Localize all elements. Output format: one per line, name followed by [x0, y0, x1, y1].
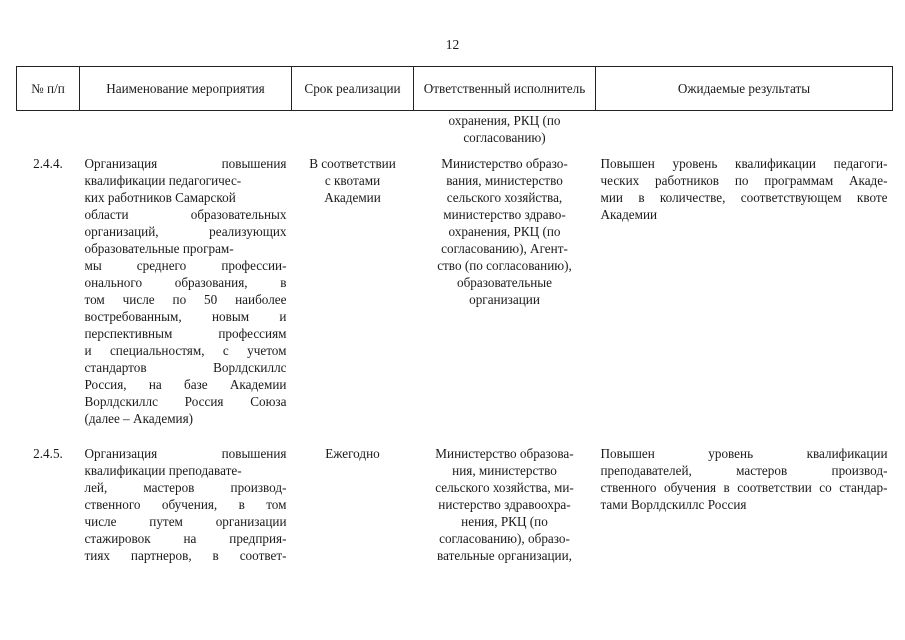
text-line: квалификации педагогичес- — [84, 173, 242, 188]
table-row — [17, 155, 893, 445]
text-line: Министерство образо- — [441, 156, 568, 171]
text-line: ственного обучения в соответствии со стандар- — [600, 480, 888, 495]
responsible — [414, 155, 596, 445]
text-line: нения, РКЦ (по — [461, 514, 548, 529]
text-line: перспективным профессиям — [84, 326, 287, 341]
text-line: министерство здраво- — [443, 207, 566, 222]
activity-plan-table — [16, 66, 893, 564]
text-line: Повышен уровень квалификации педагоги- — [600, 156, 888, 171]
text-line: вания, министерство — [446, 173, 563, 188]
text-line: ственного обучения, в том — [84, 497, 287, 512]
text-line: образовательные програм- — [84, 241, 234, 256]
text-line: мы среднего профессии- — [84, 258, 287, 273]
header-num: № п/п — [17, 67, 80, 111]
text-line: охранения, РКЦ (по — [448, 224, 561, 239]
text-line: мии в количестве, соответствующем квоте — [600, 190, 888, 205]
text-line: тами Ворлдскиллс Россия — [600, 497, 747, 512]
text-line: Организация повышения — [84, 446, 287, 461]
text-line: Академии — [324, 190, 381, 205]
text-line: В соответствии — [309, 156, 396, 171]
text-line: сельского хозяйства, ми- — [435, 480, 574, 495]
text-line: сельского хозяйства, — [446, 190, 563, 205]
text-line: Ворлдскиллс Россия Союза — [84, 394, 287, 409]
text-line: преподавателей, мастеров производ- — [600, 463, 888, 478]
activity-name — [80, 155, 292, 445]
text-line: лей, мастеров производ- — [84, 480, 287, 495]
text-line: стажировок на предприя- — [84, 531, 287, 546]
term — [292, 445, 414, 564]
responsible — [414, 445, 596, 564]
text-line: области образовательных — [84, 207, 287, 222]
text-line: стандартов Ворлдскиллс — [84, 360, 287, 375]
text-line: Ежегодно — [325, 446, 380, 461]
text-line: Министерство образова- — [435, 446, 574, 461]
text-line: Повышен уровень квалификации — [600, 446, 888, 461]
table-row — [17, 445, 893, 564]
text-line: ство (по согласованию), — [437, 258, 572, 273]
text-line: востребованным, новым и — [84, 309, 287, 324]
text-line: тиях партнеров, в соответ- — [84, 548, 287, 563]
text-line: (далее – Академия) — [84, 411, 194, 426]
text-line: организации — [469, 292, 540, 307]
activity-name — [80, 445, 292, 564]
text-line: с квотами — [324, 173, 381, 188]
text-line: образовательные — [456, 275, 553, 290]
continuation-responsible — [414, 111, 596, 156]
text-line: ких работников Самарской — [84, 190, 236, 205]
text-line: организаций, реализующих — [84, 224, 287, 239]
expected-results — [596, 445, 893, 564]
text-line: ния, министерство — [452, 463, 557, 478]
text-line: ческих работников по программам Акаде- — [600, 173, 888, 188]
header-name: Наименование мероприятия — [80, 67, 292, 111]
header-results: Ожидаемые результаты — [596, 67, 893, 111]
text-line: том числе по 50 наиболее — [84, 292, 287, 307]
table-header-row — [17, 67, 893, 111]
text-line: нистерство здравоохра- — [438, 497, 571, 512]
page-number: 12 — [445, 37, 460, 52]
header-term: Срок реализации — [292, 67, 414, 111]
header-responsible: Ответственный исполнитель — [414, 67, 596, 111]
text-line: согласованию) — [463, 130, 546, 145]
continuation-row — [17, 111, 893, 156]
row-number: 2.4.5. — [33, 446, 63, 461]
text-line: согласованию), Агент- — [441, 241, 568, 256]
text-line: охранения, РКЦ (по — [448, 113, 561, 128]
expected-results — [596, 155, 893, 445]
term — [292, 155, 414, 445]
text-line: и специальностям, с учетом — [84, 343, 287, 358]
text-line: вательные организации, — [437, 548, 572, 563]
row-number: 2.4.4. — [33, 156, 63, 171]
text-line: согласованию), образо- — [439, 531, 570, 546]
text-line: числе путем организации — [84, 514, 287, 529]
text-line: Академии — [600, 207, 658, 222]
text-line: квалификации преподавате- — [84, 463, 242, 478]
text-line: онального образования, в — [84, 275, 287, 290]
text-line: Организация повышения — [84, 156, 287, 171]
text-line: Россия, на базе Академии — [84, 377, 287, 392]
